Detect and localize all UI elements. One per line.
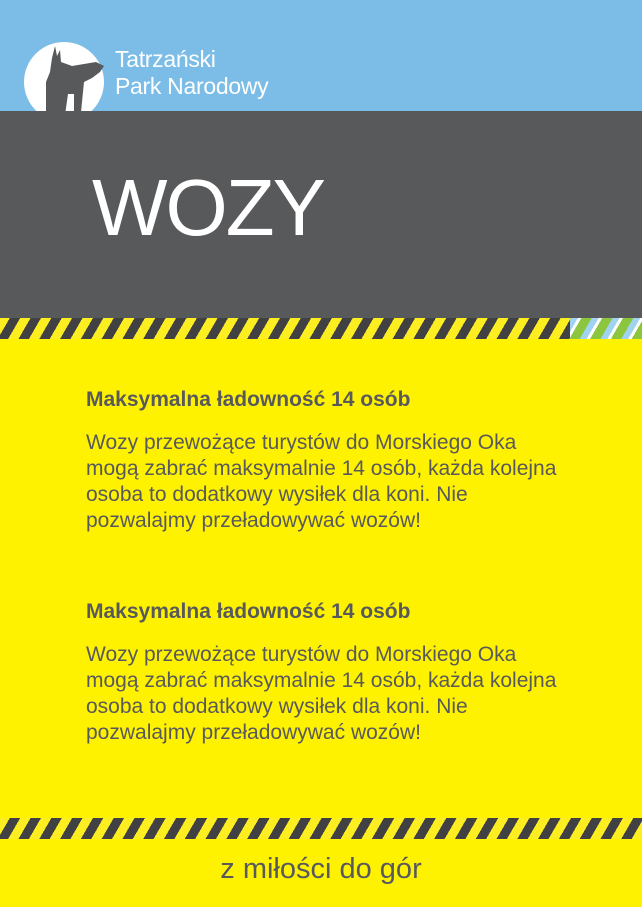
hazard-stripe-accent (570, 318, 642, 339)
logo-text (115, 46, 268, 100)
tagline: z miłości do gór (220, 853, 422, 885)
content-band (0, 339, 642, 818)
page-title: WOZY (92, 163, 324, 252)
header-band (0, 0, 642, 111)
section-heading: Maksymalna ładowność 14 osób (86, 600, 411, 623)
logo-line-2: Park Narodowy (115, 73, 269, 99)
section-body: Wozy przewożące turystów do Morskiego Oka mogą zabrać maksymalnie 14 osób, każda kolejna osoba to dodatkowy wysiłek dla koni. Nie pozwalajmy przeładowywać wozów! (86, 431, 557, 532)
logo-line-1: Tatrzański (115, 46, 216, 72)
hazard-stripe-bottom (0, 818, 642, 839)
footer-band (0, 839, 642, 907)
info-section (86, 599, 566, 746)
chamois-mountain-logo-icon (24, 42, 106, 122)
hazard-stripe-top (0, 318, 642, 339)
info-section (86, 387, 566, 534)
section-body: Wozy przewożące turystów do Morskiego Oka mogą zabrać maksymalnie 14 osób, każda kolejna osoba to dodatkowy wysiłek dla koni. Nie pozwalajmy przeładowywać wozów! (86, 643, 557, 744)
section-heading: Maksymalna ładowność 14 osób (86, 388, 411, 411)
title-band (0, 111, 642, 318)
